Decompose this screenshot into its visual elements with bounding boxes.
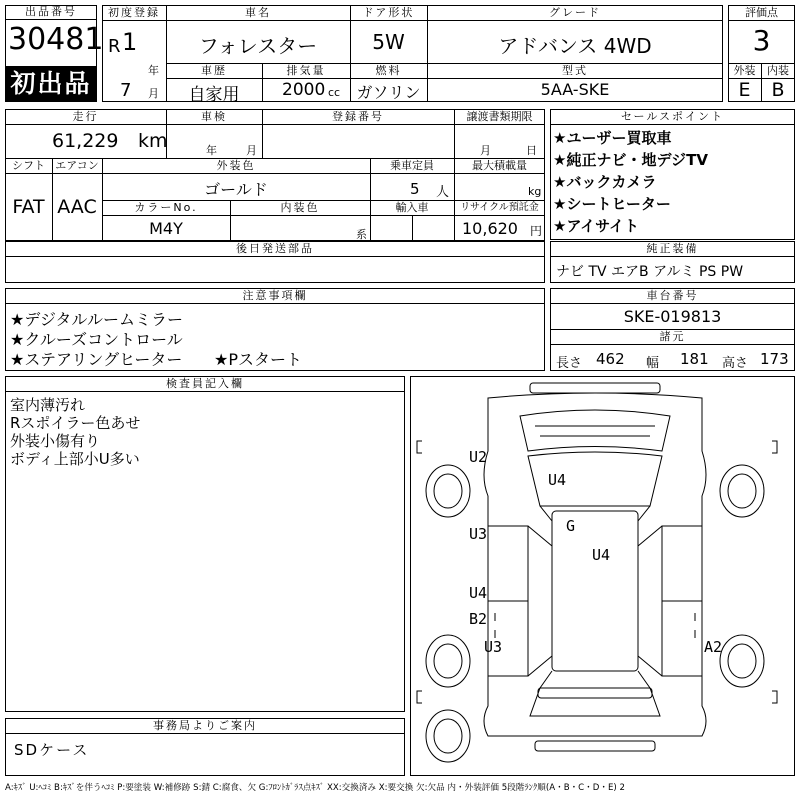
sales-label: セールスポイント	[620, 110, 724, 123]
colorno: M4Y	[149, 219, 183, 238]
colorno-label: カラーNo.	[134, 201, 198, 214]
exterior-label: 外装	[733, 64, 756, 77]
displacement: 2000	[282, 80, 326, 100]
legend: A:ｷｽﾞ U:ﾍｺﾐ B:ｷｽﾞを伴うﾍｺﾐ P:要塗装 W:補修跡 S:錆 C:腐食、欠 G:ﾌﾛﾝﾄｶﾞﾗｽ点ｷｽﾞ XX:交換済み X:要交換 欠:欠品 内・外装評価 5段階ﾗﾝｸ順(A・B・C・D・E) 2	[5, 783, 625, 793]
ac: AAC	[57, 196, 97, 218]
score-value: 3	[752, 24, 771, 57]
recycle-unit: 円	[530, 224, 543, 238]
sales-item: ★純正ナビ・地デジTV	[553, 151, 708, 169]
load-label: 最大積載量	[472, 159, 527, 172]
inspector-line: 室内薄汚れ	[10, 396, 86, 414]
damage-mark: U4	[548, 471, 567, 489]
month-number: 7	[120, 80, 132, 101]
month-unit: 月	[148, 87, 159, 100]
inspector-label: 検査員記入欄	[166, 377, 244, 390]
inspection-month-unit: 月	[246, 144, 257, 157]
era: R	[108, 36, 121, 57]
length-label: 長さ	[556, 356, 583, 371]
grade-label: グレード	[549, 6, 601, 19]
capacity-label: 乗車定員	[390, 159, 434, 172]
mileage-label: 走行	[72, 110, 99, 123]
sales-item: ★シートヒーター	[553, 195, 671, 213]
score-label: 評価点	[745, 6, 778, 19]
shift: FAT	[12, 196, 45, 218]
chassis-number: SKE-019813	[623, 307, 722, 326]
transfer-label: 譲渡書類期限	[466, 110, 533, 123]
equip-value: ナビ TV エアB アルミ PS PW	[556, 264, 744, 280]
import-label: 輸入車	[395, 201, 429, 214]
note-line-2: ★クルーズコントロール	[10, 330, 183, 349]
exterior-grade: E	[738, 79, 751, 101]
sales-item: ★アイサイト	[553, 217, 640, 235]
transfer-month-unit: 月	[480, 144, 491, 157]
intcolor-label: 内装色	[280, 201, 320, 214]
interior-label: 内装	[767, 64, 789, 77]
intcolor-unit: 系	[356, 228, 367, 241]
color-label: 外装色	[216, 159, 256, 172]
history: 自家用	[188, 85, 240, 105]
car-name: フォレスター	[198, 34, 318, 58]
fuel: ガソリン	[356, 83, 421, 102]
grade: アドバンス 4WD	[498, 34, 652, 58]
capacity: 5	[410, 180, 420, 198]
displacement-unit: cc	[328, 86, 341, 99]
chassis-label: 車台番号	[646, 289, 699, 302]
damage-mark: U4	[592, 546, 611, 564]
later-parts-label: 後日発送部品	[236, 242, 314, 255]
width-label: 幅	[646, 356, 660, 371]
damage-mark: G	[566, 517, 576, 535]
note-line-1: ★デジタルルームミラー	[10, 310, 183, 329]
inspection-label: 車検	[201, 110, 227, 123]
year-number: 1	[122, 28, 138, 56]
year-unit: 年	[148, 64, 159, 77]
sales-list	[553, 129, 708, 239]
shift-label: シフト	[12, 159, 45, 172]
color: ゴールド	[204, 180, 268, 199]
dims-label: 諸元	[659, 330, 686, 343]
damage-mark: U2	[469, 448, 488, 466]
capacity-unit: 人	[436, 185, 450, 200]
height: 173	[760, 350, 789, 368]
mileage: 61,229	[52, 130, 119, 152]
sales-item: ★ユーザー買取車	[553, 129, 672, 147]
height-label: 高さ	[722, 356, 749, 371]
regno-label: 登録番号	[332, 110, 384, 123]
history-label: 車歴	[201, 64, 227, 77]
model-label: 型式	[562, 64, 588, 77]
equip-label: 純正装備	[646, 242, 699, 255]
width: 181	[680, 350, 709, 368]
inspector-line: ボディ上部小U多い	[10, 450, 140, 468]
load-unit: kg	[528, 185, 542, 198]
damage-mark: U3	[469, 525, 488, 543]
lot-label: 出品番号	[5, 5, 97, 20]
car-diagram	[410, 376, 795, 776]
interior-grade: B	[771, 79, 785, 101]
office-label: 事務局よりご案内	[153, 719, 257, 732]
inspection-year-unit: 年	[206, 144, 217, 157]
lot-number: 30481	[8, 22, 104, 57]
damage-mark: A2	[704, 638, 723, 656]
length: 462	[596, 350, 625, 368]
first-listing-badge: 初出品	[5, 66, 97, 102]
inspector-list	[10, 396, 140, 468]
notes-label: 注意事項欄	[242, 289, 308, 302]
model: 5AA-SKE	[540, 80, 610, 99]
note-line-3b: ★Pスタート	[214, 350, 302, 369]
car-name-label: 車名	[245, 6, 271, 19]
damage-mark: U4	[469, 584, 488, 602]
damage-mark: B2	[469, 610, 488, 628]
mileage-unit: km	[138, 130, 168, 152]
first-reg-label: 初度登録	[108, 6, 160, 19]
displacement-label: 排気量	[286, 64, 326, 77]
note-line-3a: ★ステアリングヒーター	[10, 350, 183, 369]
ac-label: エアコン	[55, 159, 99, 172]
inspector-line: 外装小傷有り	[10, 432, 101, 450]
office-text: SDケース	[14, 741, 90, 759]
door-label: ドア形状	[362, 6, 415, 19]
recycle: 10,620	[462, 219, 518, 238]
fuel-label: 燃料	[375, 64, 402, 77]
damage-mark: U3	[484, 638, 503, 656]
transfer-day-unit: 日	[526, 144, 537, 157]
sales-item: ★バックカメラ	[553, 173, 657, 191]
recycle-label: リサイクル預託金	[460, 202, 539, 213]
door-type: 5W	[372, 30, 405, 54]
inspector-line: Rスポイラー色あせ	[10, 414, 141, 432]
